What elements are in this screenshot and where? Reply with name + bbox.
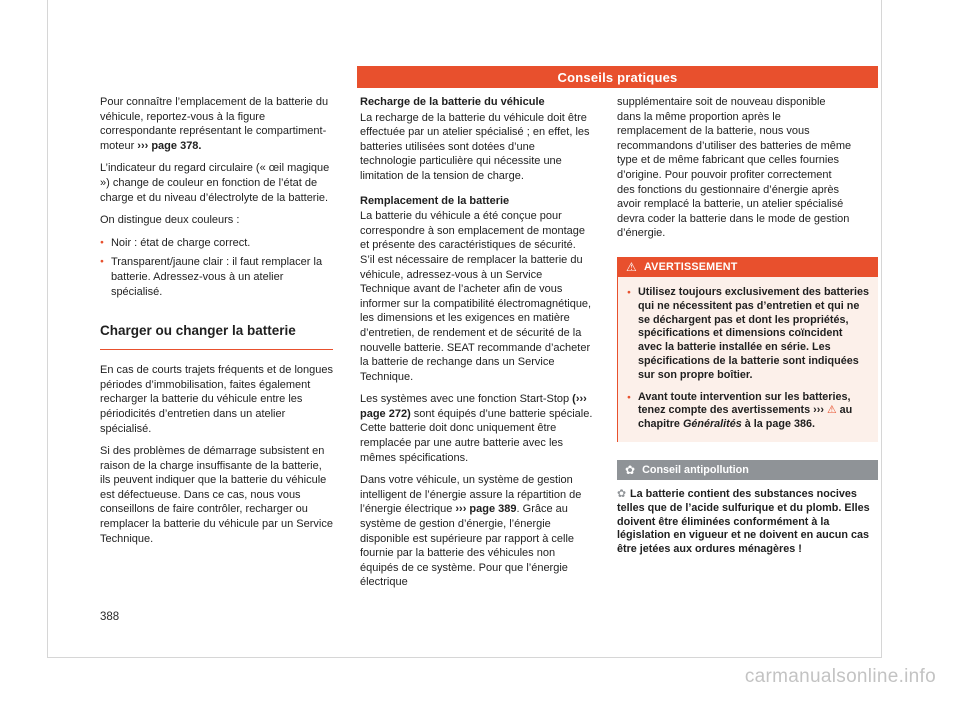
text-run: sont équipés d’une batterie spéciale. Cette batterie doit donc uniquement être remplacée par une autre batterie avec les mêmes spécifications. <box>360 407 593 464</box>
warning-box <box>617 257 878 442</box>
cross-reference-page-272: (››› page 272) <box>360 393 587 420</box>
paragraph <box>360 473 593 590</box>
warning-icon: ⚠ <box>626 259 637 274</box>
warning-triangle-icon: ⚠ <box>826 404 837 417</box>
bullet-icon: ● <box>627 288 631 296</box>
warning-list-item <box>627 286 869 383</box>
warning-list-item <box>627 391 869 432</box>
text-run: au chapitre <box>637 404 853 431</box>
warning-list-item-text: Utilisez toujours exclusivement des batteries qui ne nécessitent pas d’entretien et qui ne se déchargent pas et dont les propriétés, spécifications et dimensions coïncident avec la batterie installée en série. Les spécifications de la batterie sont indiquées sur son propre boîtier. <box>637 285 869 381</box>
text-run: Avant toute intervention sur les batteries, tenez compte des avertissements ››› <box>637 390 851 417</box>
paragraph: La recharge de la batterie du véhicule doit être effectuée par un atelier spécialisé ; en effet, les batteries utilisées sont dotées d’une technologie particulière qui nécessite une limitation de la tension de charge. <box>360 111 590 182</box>
text-run: . Grâce au système de gestion d’énergie, l’énergie disponible est supérieure par rapport à celle fournie par la batterie des véhicules non équipés de ce système. Pour que l’énergie électrique <box>360 503 575 589</box>
text-run: à la page 386. <box>741 418 816 431</box>
list-item <box>100 236 333 251</box>
column-right <box>617 95 878 557</box>
paragraph: L’indicateur du regard circulaire (« œil magique ») change de couleur en fonction de l’état de charge et du niveau d’électrolyte de la batterie. <box>100 162 330 204</box>
bullet-icon: ● <box>100 258 104 266</box>
list-item-text: Noir : état de charge correct. <box>110 236 251 249</box>
watermark: carmanualsonline.info <box>744 666 936 687</box>
warning-header <box>618 257 878 277</box>
text-run: Dans votre véhicule, un système de gestion intelligent de l’énergie assure la répartition de l’énergie électrique <box>360 474 582 516</box>
warning-title: AVERTISSEMENT <box>643 260 738 273</box>
warning-body <box>618 277 878 442</box>
list-item <box>100 255 333 299</box>
column-middle <box>360 95 593 598</box>
section-title: Charger ou changer la batterie <box>100 323 296 339</box>
manual-page <box>47 0 882 658</box>
antipollution-header <box>617 460 878 480</box>
paragraph <box>100 95 333 153</box>
list-item-text: Transparent/jaune clair : il faut remplacer la batterie. Adressez-vous à un atelier spécialisé. <box>110 256 323 298</box>
antipollution-title: Conseil antipollution <box>642 463 749 476</box>
cross-reference-page-389: ››› page 389 <box>455 503 517 516</box>
paragraph: En cas de courts trajets fréquents et de longues périodes d’immobilisation, faites également recharger la batterie du véhicule entre les périodicités d’entretien dans un atelier spécialisé. <box>100 364 333 435</box>
subsection-title: Recharge de la batterie du véhicule <box>360 96 545 108</box>
antipollution-icon: ✿ <box>625 462 636 477</box>
paragraph: Si des problèmes de démarrage subsistent en raison de la charge insuffisante de la batterie, ils peuvent indiquer que la batterie du véhicule est défectueuse. Dans ce cas, nous vous conseillons de faire contrôler, recharger ou remplacer la batterie du véhicule par un Service Technique. <box>100 445 333 545</box>
chapter-reference: Généralités <box>682 418 742 431</box>
bullet-icon: ● <box>100 238 104 246</box>
subsection-title: Remplacement de la batterie <box>360 194 510 207</box>
chapter-title: Conseils pratiques <box>557 69 678 85</box>
paragraph: On distingue deux couleurs : <box>100 214 240 227</box>
paragraph: La batterie du véhicule a été conçue pour correspondre à son emplacement de montage et présente des caractéristiques de sécurité. S’il est nécessaire de remplacer la batterie du véhicule, adressez-vous à un Service Technique avant de l’acheter afin de vous informer sur la compatibilité électromagnétique, les dimensions et les exigences en matière d’entretien, de rendement et de sécurité de la nouvelle batterie. SEAT recommande d’acheter la batterie de rechange dans un Service Technique. <box>360 210 592 383</box>
chapter-header-bar <box>357 66 878 88</box>
antipollution-box <box>617 460 878 557</box>
section-heading-block <box>100 323 333 350</box>
antipollution-body <box>617 480 872 557</box>
page-number: 388 <box>100 611 120 623</box>
paragraph <box>360 392 593 465</box>
text-run: Pour connaître l’emplacement de la batterie du véhicule, reportez-vous à la figure correspondante représentant le compartiment-moteur <box>100 96 329 152</box>
cross-reference-page-378: ››› page 378. <box>137 139 202 152</box>
bullet-icon: ● <box>627 393 631 401</box>
paragraph: supplémentaire soit de nouveau disponible dans la même proportion après le remplacement de la batterie, nous vous recommandons d’utiliser des batteries de même type et de même fabricant que celles fournies d’origine. Pour pouvoir profiter correctement des fonctions du gestionnaire d’énergie après avoir remplacé la batterie, un atelier spécialisé devra coder la batterie dans le mode de gestion d’énergie. <box>617 96 852 240</box>
antipollution-icon: ✿ <box>617 487 627 500</box>
antipollution-text: La batterie contient des substances nocives telles que de l’acide sulfurique et du plomb. Elles doivent être éliminées conformément à la législation en vigueur et ne doivent en aucun cas être jetées aux ordures ménagères ! <box>617 487 870 556</box>
text-run: Les systèmes avec une fonction Start-Stop <box>360 393 573 406</box>
warning-list-item-text <box>638 391 869 432</box>
column-left <box>100 95 333 554</box>
